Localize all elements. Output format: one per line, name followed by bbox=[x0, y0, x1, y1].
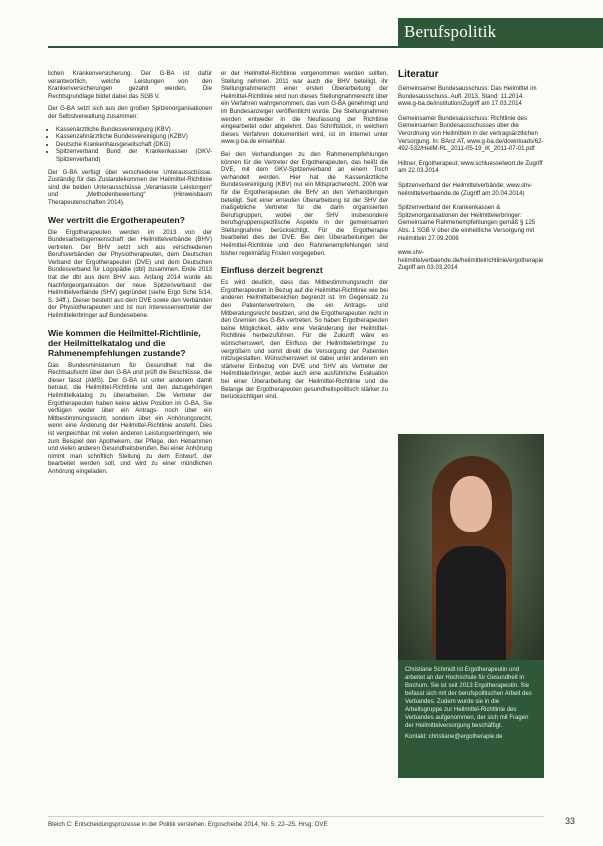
reference-item: Gemeinsamer Bundesausschuss: Das Heilmittel im Bundesausschuss. Aufl. 2013, Stand: 11.2014. www.g-ba.de/institution/Zugriff am 17.03.2014 bbox=[398, 85, 537, 108]
header-rule bbox=[48, 46, 603, 48]
section-title: Berufspolitik bbox=[404, 22, 497, 41]
list-item: • Spitzenverband Bund der Krankenkassen (GKV-Spitzenverband) bbox=[56, 148, 212, 163]
reference-item: Hiltner, Ergotherapeut; www.schluesselwort.de Zugriff am 22.03.2014 bbox=[398, 159, 543, 175]
author-caption bbox=[398, 660, 544, 778]
author-bio: Christiane Schmidt ist Ergotherapeutin und arbeitet an der Hochschule für Gesundheit in Bochum. Sie ist seit 2013 Ergotherapeutin. Sie befasst sich mit der berufspolitischen Arbeit des Verbandes. Zudem wurde sie in die Arbeitsgruppe zur Heilmittel-Richtlinie des Verbandes aufgenommen, der sich mit Fragen der Heilmittelversorgung beschäftigt. bbox=[405, 667, 532, 729]
list-item: • Deutsche Krankenhausgesellschaft (DKG) bbox=[56, 141, 212, 149]
page-footer bbox=[48, 816, 544, 828]
reference-item: Gemeinsamer Bundesausschuss: Richtlinie des Gemeinsamen Bundesausschusses über die Verordnung von Heilmitteln in der vertragsärztlichen Versorgung. In: BAnz AT, www.g-ba.de/downloads/62-492-532/HeilM-RL_2011-05-19_iK_2011-07-01.pdf bbox=[398, 114, 544, 153]
reference-item: Spitzenverband der Heilmittelverbände: www.shv-heilmittelverbaende.de (Zugriff am 20.04.2014) bbox=[398, 181, 533, 197]
footer-citation: Bleich C: Entscheidungsprozesse in der Politik verstehen. Ergoscheibe 2014, Nr. 5: 22–25. Hrsg: DVE bbox=[48, 821, 328, 828]
paragraph: Bei den Verhandlungen zu den Rahmenempfehlungen können für die Vertreter der Ergotherapeuten, das heißt die DVE, mit dem GKV-Spitzenverband an einem Tisch verhandelt werden. Hier hat die Kassenärztliche Bundesvereinigung (KBV) nur ein Mitspracherecht. 2006 war für die Ergotherapeuten die BHV an den Verhandlungen beteiligt. Seit einer erneuten Überarbeitung ist der SHV der maßgebliche Vertreter für die darin organisierten Berufsgruppen, wobei der SHV insbesondere berufsgruppenspezifische Aspekte in der gemeinsamen Stellungnahme berücksichtigt. Für die Ergotherapie bearbeitet dies der DVE. Bei den Überarbeitungen der Heilmittel-Richtlinie und den Rahmenempfehlungen sind bisher regelmäßig Fristen vorgegeben. bbox=[221, 150, 388, 257]
list-item: • Kassenzahnärztliche Bundesvereinigung (KZBV) bbox=[56, 133, 212, 141]
literature-heading: Literatur bbox=[398, 69, 439, 80]
author-photo bbox=[398, 434, 544, 660]
column-right bbox=[398, 70, 544, 279]
paragraph: Das Bundesministerium für Gesundheit hat die Rechtsaufsicht über den G-BA und prüft die Beschlüsse, die dieser fasst (AMS). Der G-BA ist unter anderem damit betraut, die Heilmittel-Richtlinie und den dazugehörigen Heilmittelkatalog zu überarbeiten. Die Vertreter der Ergotherapeuten haben keine aktive Position im G-BA. Sie verfügen weder über ein Antrags- noch über ein Mitbestimmungsrecht, sondern über ein Anhörungsrecht, wenn eine Änderung der Heilmittel-Richtlinie ansteht. Dies ist vergleichbar mit vielen anderen Leistungserbringern, wie zum Beispiel den Apothekern, der Pflege, den Hebammen und vielen anderen Gesundheitsberufen. Bei einer Anhörung nimmt man schriftlich Stellung zu dem Entwurf, der bearbeitet werden soll, und wird zu einer mündlichen Anhörung eingeladen. bbox=[48, 361, 212, 475]
paragraph: Der G-BA setzt sich aus den großen Spitzenorganisationen der Selbstverwaltung zusammen: bbox=[48, 105, 212, 120]
paragraph: Der G-BA verfügt über verschiedene Unterausschüsse. Zuständig für das Zustandekommen der Heilmittel-Richtlinie sind die beiden Unterausschüsse „Veranlasste Leistungen“ und „Methodenbewertung“ (Hinweisbaum Therapeutenschaften 2014). bbox=[48, 168, 212, 206]
author-contact: Kontakt: christiane@ergotherapie.de bbox=[405, 734, 503, 740]
column-middle bbox=[221, 70, 388, 406]
section-heading: Einfluss derzeit begrenzt bbox=[221, 265, 323, 276]
paragraph: Es wird deutlich, dass das Mitbestimmungsrecht der Ergotherapeuten in Bezug auf die Heilmittel-Richtlinie wie bei anderen Heilmittelbereichen begrenzt ist. Im Gegensatz zu den Patientenvertretern, die ein Antrags- und Mitberatungsrecht besitzen, sind die Ergotherapeuten nicht in den Gremien des G-BA vertreten. So haben Ergotherapeuten keine Möglichkeit, aktiv eine Veränderung der Heilmittel-Richtlinie herbeizuführen. Für die Zukunft wäre es wünschenswert, den Einfluss der Heilmittelerbringer zu vergrößern und somit direkt die Versorgung der Patienten mitzugestalten. Wünschenswert ist dabei unter anderem ein stärkerer Einbezug von DVE und SHV als Vertreter der Heilmittelerbringer, wobei auch eine ausführliche Evaluation bei einer Überarbeitung der Heilmittel-Richtlinie und die Belange der Ergotherapeuten gesundheitspolitisch stärker zu berücksichtigen sind. bbox=[221, 279, 388, 401]
paragraph: Die Ergotherapeuten werden im 2013 von der Bundesarbeitsgemeinschaft der Heilmittelverbände (BHV) vertreten. Der BHV setzt sich aus verschiedenen Berufsverbänden der Physiotherapeuten, dem Deutschen Verband der Ergotherapeuten (DVE) und dem Deutschen Bundesverband für Logopädie (dbl) zusammen. Ende 2013 trat der dbl aus dem BHV aus. Anfang 2014 wurde als Nachfolgeorganisation der neue Spitzenverband der Heilmittelverbände (SHV) gegründet (siehe Ergo Sche 5/14, S. 34ff.). Dieser besteht aus dem DVE sowie den Verbänden der Physiotherapeuten und ist nun Interessenvertreter der Heilmittelerbringer auf Bundesebene. bbox=[48, 228, 212, 320]
reference-item: www.shv-heilmittelverbaende.de/heilmittelrichtlinie/ergotherapie Zugriff am 03.03.2014 bbox=[398, 249, 544, 272]
section-header bbox=[398, 18, 603, 46]
organization-list bbox=[48, 126, 212, 164]
section-heading: Wie kommen die Heilmittel-Richtlinie, der Heilmittelkatalog und die Rahmenempfehlungen zustande? bbox=[48, 327, 201, 358]
reference-item: Spitzenverband der Krankenkassen & Spitzenorganisationen der Heilmittelerbringer: Gemeinsame Rahmenempfehlungen gemäß § 125 Abs. 1 SGB V über die einheitliche Versorgung mit Heilmitteln 27.09.2006 bbox=[398, 204, 536, 242]
section-heading: Wer vertritt die Ergotherapeuten? bbox=[48, 214, 185, 225]
paragraph: er der Heilmittel-Richtlinie vorgenommen werden sollten, Stellung nehmen. 2011 war auch die BHV beteiligt, ihr Stellungnahmerecht einer ersten Überarbeitung der Heilmittel-Richtlinie wird nun dieses Stellungnahmerecht über ein Verfahren wahrgenommen, das vom G-BA genehmigt und im Bundesanzeiger veröffentlicht wurde. Die Stellungnahmen werden entweder in die Neufassung der Richtlinie eingearbeitet oder abgelehnt. Das Schriftstück, in welchem dieses Verfahren dokumentiert wird, ist im Internet unter www.g-ba.de einsehbar. bbox=[221, 70, 388, 146]
page-number: 33 bbox=[565, 816, 576, 826]
column-left bbox=[48, 70, 212, 481]
list-item: • Kassenärztliche Bundesvereinigung (KBV) bbox=[56, 126, 212, 134]
paragraph: lichen Krankenversicherung. Der G-BA ist dafür verantwortlich, welche Leistungen von den Krankenversicherungen gezahlt werden. Die Rechtsgrundlage bildet dabei das SGB V. bbox=[48, 70, 212, 100]
